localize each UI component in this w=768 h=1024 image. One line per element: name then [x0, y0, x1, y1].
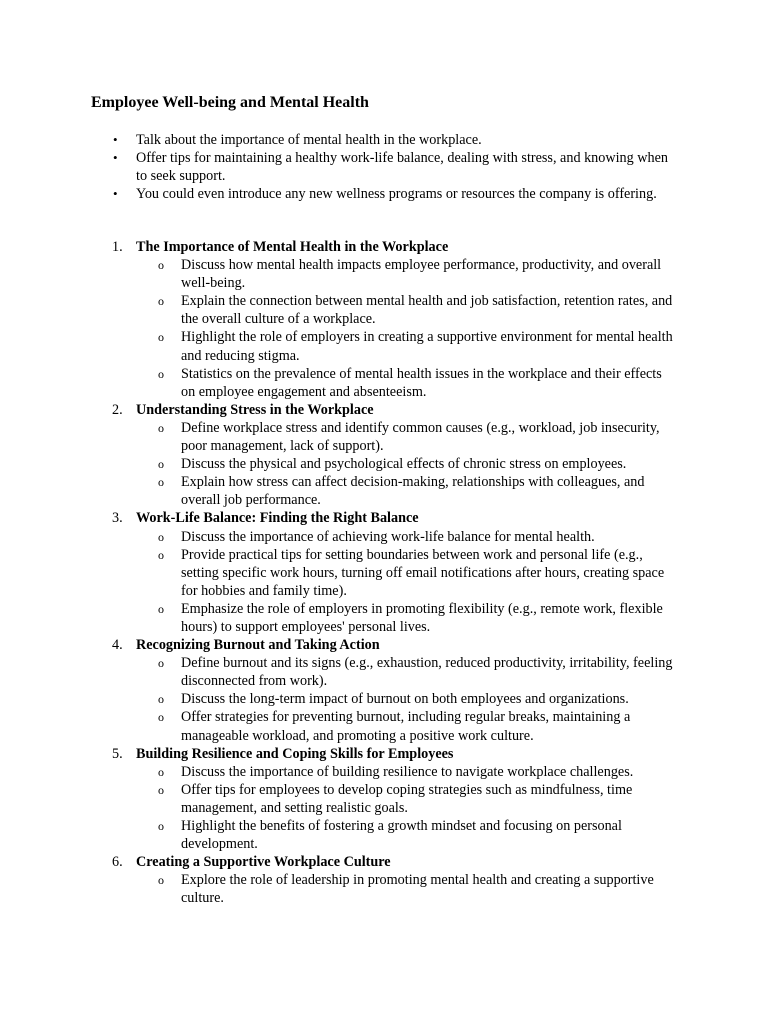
sub-item-text: Define burnout and its signs (e.g., exhaustion, reduced productivity, irritability, feeling disconnected from work). — [181, 655, 673, 690]
sub-list-item — [0, 473, 678, 509]
intro-bullet-text: You could even introduce any new wellness programs or resources the company is offering. — [136, 186, 657, 202]
sub-item-text: Provide practical tips for setting boundaries between work and personal life (e.g., setting specific work hours, turning off email notifications after hours, creating space for hobbies and family time). — [181, 546, 665, 599]
circle-bullet-icon: o — [158, 420, 164, 435]
circle-bullet-icon: o — [158, 258, 164, 273]
section-heading-text: Creating a Supportive Workplace Culture — [136, 854, 391, 871]
circle-bullet-icon: o — [158, 873, 164, 888]
section-heading — [0, 853, 768, 871]
sub-list-item — [0, 455, 678, 473]
sub-list-item — [0, 546, 678, 600]
circle-bullet-icon: o — [158, 692, 164, 707]
section-item — [0, 636, 768, 745]
section-heading-text: The Importance of Mental Health in the Workplace — [136, 239, 449, 255]
section-heading — [0, 636, 768, 654]
sub-item-text: Explain the connection between mental health and job satisfaction, retention rates, and the overall culture of a workplace. — [181, 293, 673, 328]
sub-list-item — [0, 817, 678, 853]
circle-bullet-icon: o — [158, 819, 164, 833]
sub-list-item — [0, 256, 678, 292]
sub-item-text: Offer tips for employees to develop coping strategies such as mindfulness, time management, and setting realistic goals. — [181, 781, 633, 816]
circle-bullet-icon: o — [158, 710, 164, 725]
sub-list-item — [0, 365, 678, 401]
section-item — [0, 745, 768, 854]
numbered-section-list — [0, 238, 768, 907]
bullet-icon: • — [113, 132, 118, 147]
intro-bullet-item — [0, 185, 676, 203]
sub-item-text: Highlight the role of employers in creating a supportive environment for mental health and reducing stigma. — [181, 329, 673, 364]
section-number: 1. — [112, 239, 123, 255]
circle-bullet-icon: o — [158, 782, 164, 797]
circle-bullet-icon: o — [158, 366, 164, 381]
sub-list-item — [0, 871, 678, 907]
section-item — [0, 853, 768, 907]
section-heading — [0, 509, 768, 527]
circle-bullet-icon: o — [158, 457, 164, 472]
section-heading — [0, 238, 768, 256]
sub-item-text: Discuss the long-term impact of burnout on both employees and organizations. — [181, 691, 629, 708]
intro-bullet-item — [0, 131, 676, 149]
section-number: 5. — [112, 745, 123, 762]
intro-bullet-text: Offer tips for maintaining a healthy work-life balance, dealing with stress, and knowing when to seek support. — [136, 150, 669, 184]
bullet-icon: • — [113, 186, 118, 201]
intro-bullet-item — [0, 149, 676, 185]
sub-item-text: Discuss the importance of building resilience to navigate workplace challenges. — [181, 763, 634, 780]
sub-list-item — [0, 781, 678, 817]
bullet-icon: • — [113, 150, 118, 165]
section-heading-text: Recognizing Burnout and Taking Action — [136, 637, 380, 654]
circle-bullet-icon: o — [158, 330, 164, 345]
sub-item-text: Explain how stress can affect decision-making, relationships with colleagues, and overall job performance. — [181, 474, 645, 509]
section-number: 6. — [112, 854, 123, 871]
sub-list-item — [0, 654, 678, 690]
sub-list-item — [0, 328, 678, 364]
sub-item-text: Discuss how mental health impacts employee performance, productivity, and overall well-being. — [181, 257, 662, 292]
sub-list-item — [0, 708, 678, 744]
section-item — [0, 509, 768, 636]
section-item — [0, 401, 768, 510]
sub-list-item — [0, 419, 678, 455]
circle-bullet-icon: o — [158, 764, 164, 779]
sub-item-list — [0, 763, 768, 853]
sub-list-item — [0, 763, 678, 781]
section-heading — [0, 745, 768, 763]
section-heading — [0, 401, 768, 419]
sub-list-item — [0, 292, 678, 328]
sub-item-text: Offer strategies for preventing burnout, including regular breaks, maintaining a manageable workload, and promoting a positive work culture. — [181, 709, 631, 744]
circle-bullet-icon: o — [158, 294, 164, 309]
sub-item-text: Statistics on the prevalence of mental health issues in the workplace and their effects on employee engagement and absenteeism. — [181, 365, 662, 400]
circle-bullet-icon: o — [158, 601, 164, 616]
sub-item-list — [0, 419, 768, 509]
section-item — [0, 238, 768, 401]
section-number: 3. — [112, 510, 123, 527]
sub-item-list — [0, 871, 768, 907]
document-title: Employee Well-being and Mental Health — [91, 94, 369, 111]
sub-item-text: Explore the role of leadership in promoting mental health and creating a supportive culture. — [181, 872, 654, 907]
circle-bullet-icon: o — [158, 475, 164, 490]
section-number: 2. — [112, 401, 123, 418]
section-heading-text: Work-Life Balance: Finding the Right Balance — [136, 510, 419, 527]
sub-item-list — [0, 256, 768, 401]
sub-item-text: Discuss the physical and psychological effects of chronic stress on employees. — [181, 456, 627, 473]
sub-list-item — [0, 690, 678, 708]
circle-bullet-icon: o — [158, 656, 164, 671]
circle-bullet-icon: o — [158, 529, 164, 544]
sub-item-text: Emphasize the role of employers in promoting flexibility (e.g., remote work, flexible hours) to support employees' personal lives. — [181, 600, 663, 635]
circle-bullet-icon: o — [158, 547, 164, 562]
sub-list-item — [0, 528, 678, 546]
section-number: 4. — [112, 637, 123, 654]
sub-list-item — [0, 600, 678, 636]
sub-item-text: Define workplace stress and identify common causes (e.g., workload, job insecurity, poor management, lack of support). — [181, 419, 660, 455]
sub-item-list — [0, 654, 768, 744]
sub-item-text: Discuss the importance of achieving work-life balance for mental health. — [181, 528, 595, 545]
section-heading-text: Building Resilience and Coping Skills for Employees — [136, 745, 454, 762]
section-heading-text: Understanding Stress in the Workplace — [136, 401, 374, 418]
intro-bullet-list — [0, 131, 768, 203]
sub-item-text: Highlight the benefits of fostering a growth mindset and focusing on personal development. — [181, 818, 622, 853]
intro-bullet-text: Talk about the importance of mental health in the workplace. — [136, 132, 482, 148]
sub-item-list — [0, 528, 768, 637]
